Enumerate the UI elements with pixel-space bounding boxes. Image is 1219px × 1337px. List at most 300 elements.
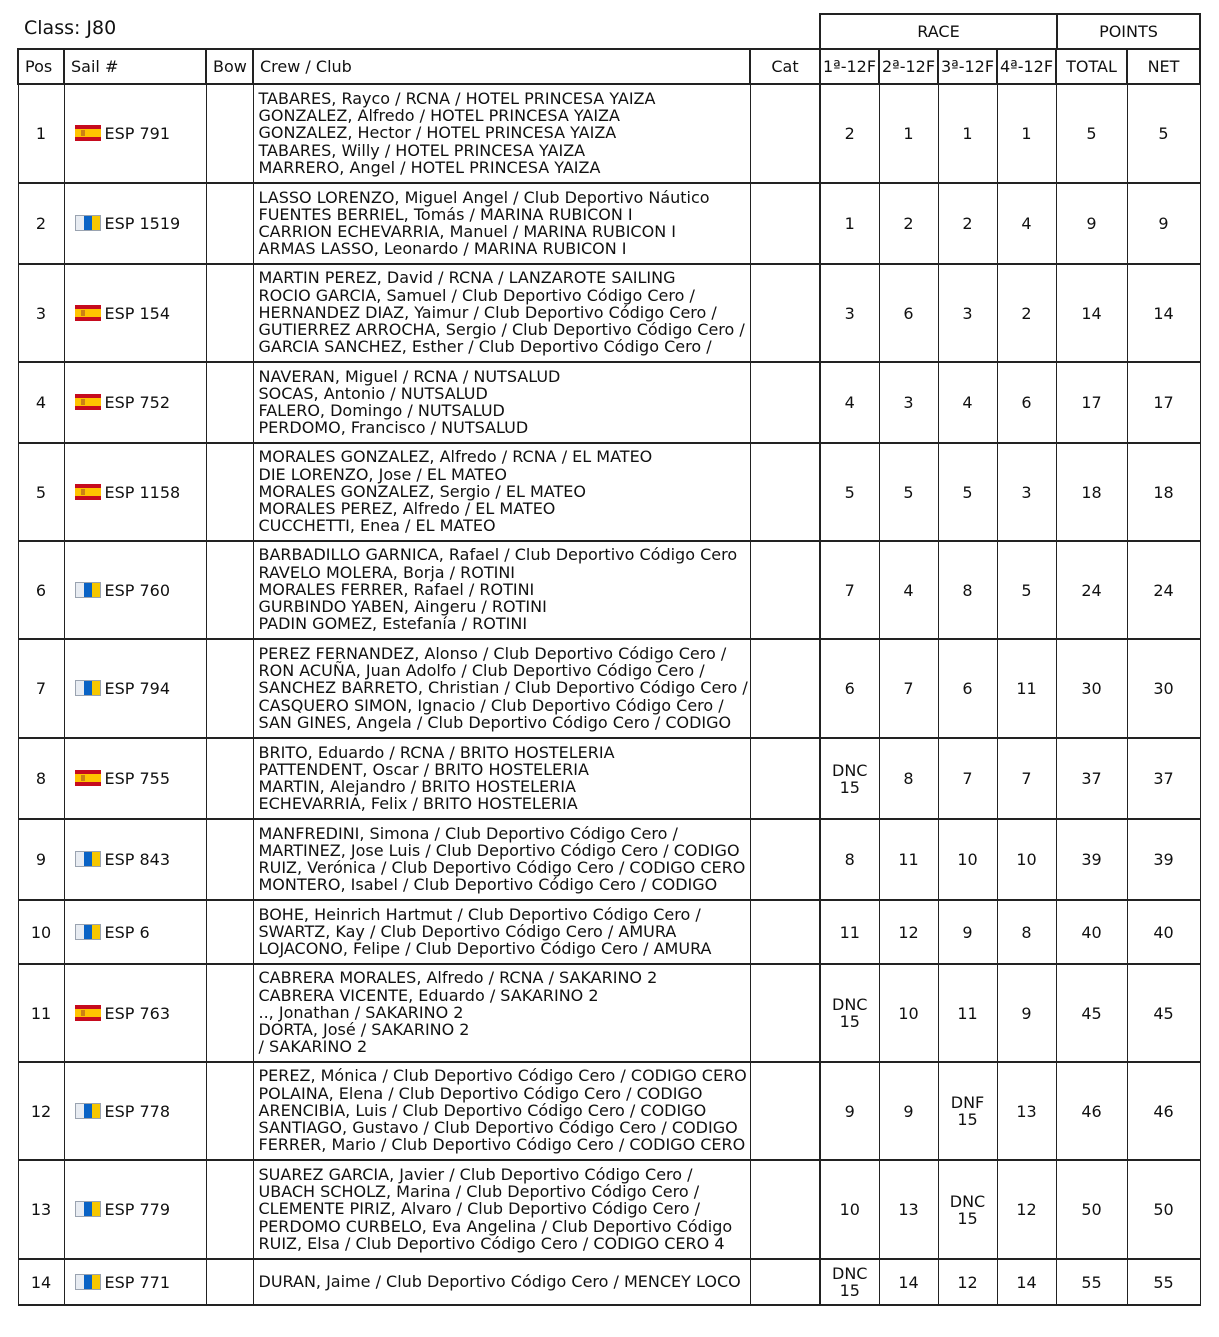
race-points: 2 bbox=[844, 124, 855, 143]
canarias-flag-icon bbox=[75, 1274, 101, 1290]
race-points: 11 bbox=[1016, 679, 1037, 698]
cat-cell bbox=[750, 443, 820, 541]
canarias-flag-icon bbox=[75, 1103, 101, 1119]
pos-cell: 12 bbox=[18, 1062, 64, 1160]
crew-member: ROCIO GARCIA, Samuel / Club Deportivo Código Cero / bbox=[258, 285, 695, 305]
net-cell: 24 bbox=[1127, 541, 1200, 639]
sail-cell bbox=[64, 819, 206, 900]
bow-cell bbox=[206, 738, 253, 819]
pos-cell: 1 bbox=[18, 84, 64, 183]
col-sail: Sail # bbox=[64, 49, 206, 84]
race-points: 6 bbox=[962, 679, 973, 698]
race-points: 5 bbox=[1021, 580, 1032, 600]
crew-member: PADIN GOMEZ, Estefanía / ROTINI bbox=[258, 614, 528, 634]
crew-cell bbox=[253, 541, 750, 639]
result-row bbox=[18, 541, 1200, 639]
race-1-score bbox=[820, 541, 879, 639]
bow-cell bbox=[206, 900, 253, 964]
bow-cell bbox=[206, 819, 253, 900]
sail-cell bbox=[64, 362, 206, 443]
canarias-flag-icon bbox=[75, 215, 101, 231]
bow-cell bbox=[206, 1259, 253, 1305]
crew-member: MARTIN, Alejandro / BRITO HOSTELERIA bbox=[258, 777, 576, 796]
sail-number: ESP 791 bbox=[104, 124, 171, 143]
cat-cell bbox=[750, 1160, 820, 1259]
sail-cell bbox=[64, 964, 206, 1062]
sail-number: ESP 752 bbox=[104, 393, 171, 412]
result-row bbox=[18, 1259, 1200, 1305]
crew-cell bbox=[253, 819, 750, 900]
col-bow: Bow bbox=[206, 49, 253, 84]
col-net: NET bbox=[1127, 49, 1200, 84]
race-points: 5 bbox=[903, 482, 914, 502]
result-row bbox=[18, 819, 1200, 900]
net-cell: 14 bbox=[1127, 264, 1200, 362]
race-points: 5 bbox=[844, 482, 855, 502]
net-cell: 18 bbox=[1127, 443, 1200, 541]
net-cell: 37 bbox=[1127, 738, 1200, 819]
race-points: 6 bbox=[1021, 393, 1032, 412]
crew-member: CUCCHETTI, Enea / EL MATEO bbox=[258, 516, 496, 536]
race-points: 10 bbox=[839, 1200, 860, 1219]
penalty-code: DNC bbox=[949, 1191, 986, 1211]
canarias-flag-icon bbox=[75, 851, 101, 867]
race-4-score bbox=[997, 183, 1056, 264]
crew-member: CABRERA MORALES, Alfredo / RCNA / SAKARINO 2 bbox=[258, 968, 658, 988]
sail-number: ESP 1519 bbox=[104, 214, 181, 233]
result-row bbox=[18, 964, 1200, 1062]
net-cell: 55 bbox=[1127, 1259, 1200, 1305]
sail-cell bbox=[64, 900, 206, 964]
col-pos: Pos bbox=[18, 49, 64, 84]
canarias-flag-icon bbox=[75, 680, 101, 696]
crew-member: FALERO, Domingo / NUTSALUD bbox=[258, 401, 505, 420]
header-row bbox=[18, 49, 1200, 84]
total-cell: 30 bbox=[1056, 639, 1127, 738]
sail-number: ESP 1158 bbox=[104, 482, 181, 502]
crew-member: POLAINA, Elena / Club Deportivo Código Cero / CODIGO bbox=[258, 1083, 703, 1103]
crew-cell bbox=[253, 1062, 750, 1160]
pos-cell: 6 bbox=[18, 541, 64, 639]
sail-number: ESP 794 bbox=[104, 679, 171, 698]
cat-cell bbox=[750, 639, 820, 738]
spain-flag-icon bbox=[75, 394, 101, 410]
pos-cell: 10 bbox=[18, 900, 64, 964]
sail-cell bbox=[64, 541, 206, 639]
col-crew: Crew / Club bbox=[253, 49, 750, 84]
bow-cell bbox=[206, 264, 253, 362]
race-points: 13 bbox=[898, 1200, 919, 1219]
race-points: 6 bbox=[844, 679, 855, 698]
race-points: 3 bbox=[962, 303, 973, 323]
bow-cell bbox=[206, 443, 253, 541]
race-2-score bbox=[879, 264, 938, 362]
total-cell: 45 bbox=[1056, 964, 1127, 1062]
race-points: 9 bbox=[844, 1101, 855, 1121]
race-points: 9 bbox=[1021, 1003, 1032, 1023]
race-3-score bbox=[938, 443, 997, 541]
crew-member: MARTIN PEREZ, David / RCNA / LANZAROTE SAILING bbox=[258, 268, 676, 288]
crew-cell bbox=[253, 738, 750, 819]
race-points: 13 bbox=[1016, 1101, 1037, 1121]
net-cell: 9 bbox=[1127, 183, 1200, 264]
result-row bbox=[18, 264, 1200, 362]
total-cell: 9 bbox=[1056, 183, 1127, 264]
result-row bbox=[18, 443, 1200, 541]
bow-cell bbox=[206, 84, 253, 183]
crew-member: PEREZ, Mónica / Club Deportivo Código Cero / CODIGO CERO bbox=[258, 1066, 747, 1086]
sail-number: ESP 771 bbox=[104, 1272, 171, 1292]
race-2-score bbox=[879, 639, 938, 738]
race-2-score bbox=[879, 819, 938, 900]
net-cell: 17 bbox=[1127, 362, 1200, 443]
net-cell: 39 bbox=[1127, 819, 1200, 900]
crew-member: ARMAS LASSO, Leonardo / MARINA RUBICON I bbox=[258, 239, 627, 259]
race-points: 1 bbox=[1021, 124, 1032, 143]
crew-member: TABARES, Willy / HOTEL PRINCESA YAIZA bbox=[258, 140, 586, 160]
crew-member: RAVELO MOLERA, Borja / ROTINI bbox=[258, 562, 516, 582]
total-cell: 24 bbox=[1056, 541, 1127, 639]
race-2-score bbox=[879, 900, 938, 964]
group-header bbox=[819, 13, 1201, 50]
race-2-score bbox=[879, 964, 938, 1062]
race-points: 15 bbox=[957, 1110, 978, 1129]
race-points: 2 bbox=[903, 214, 914, 233]
crew-member: PERDOMO, Francisco / NUTSALUD bbox=[258, 418, 529, 438]
race-points: 12 bbox=[898, 922, 919, 942]
spain-flag-icon bbox=[75, 305, 101, 321]
cat-cell bbox=[750, 900, 820, 964]
sail-number: ESP 843 bbox=[104, 850, 171, 869]
sail-cell bbox=[64, 84, 206, 183]
crew-member: UBACH SCHOLZ, Marina / Club Deportivo Código Cero / bbox=[258, 1182, 700, 1202]
bow-cell bbox=[206, 362, 253, 443]
race-points: 4 bbox=[844, 393, 855, 412]
race-4-score bbox=[997, 964, 1056, 1062]
net-cell: 46 bbox=[1127, 1062, 1200, 1160]
race-4-score bbox=[997, 900, 1056, 964]
race-2-score bbox=[879, 362, 938, 443]
penalty-code: DNF bbox=[950, 1093, 985, 1112]
cat-cell bbox=[750, 264, 820, 362]
crew-member: RUIZ, Elsa / Club Deportivo Código Cero / CODIGO CERO 4 bbox=[258, 1233, 725, 1253]
cat-cell bbox=[750, 541, 820, 639]
race-2-score bbox=[879, 541, 938, 639]
cat-cell bbox=[750, 84, 820, 183]
race-points: 2 bbox=[962, 214, 973, 233]
race-points: 15 bbox=[839, 777, 860, 797]
total-cell: 40 bbox=[1056, 900, 1127, 964]
col-total: TOTAL bbox=[1056, 49, 1127, 84]
race-points: 1 bbox=[903, 124, 914, 143]
sail-number: ESP 154 bbox=[104, 303, 171, 323]
col-cat: Cat bbox=[750, 49, 820, 84]
penalty-code: DNC bbox=[832, 1264, 868, 1283]
crew-member: GUTIERREZ ARROCHA, Sergio / Club Deportivo Código Cero / bbox=[258, 320, 745, 340]
class-title: Class: J80 bbox=[24, 17, 117, 39]
total-cell: 14 bbox=[1056, 264, 1127, 362]
crew-member: RUIZ, Verónica / Club Deportivo Código Cero / CODIGO CERO bbox=[258, 858, 746, 877]
crew-member: RON ACUÑA, Juan Adolfo / Club Deportivo Código Cero / bbox=[258, 661, 705, 681]
total-cell: 5 bbox=[1056, 84, 1127, 183]
crew-member: PATTENDENT, Oscar / BRITO HOSTELERIA bbox=[258, 759, 589, 779]
cat-cell bbox=[750, 819, 820, 900]
pos-cell: 9 bbox=[18, 819, 64, 900]
sail-number: ESP 760 bbox=[104, 580, 171, 600]
crew-member: FUENTES BERRIEL, Tomás / MARINA RUBICON I bbox=[258, 204, 633, 224]
pos-cell: 2 bbox=[18, 183, 64, 264]
race-points: 8 bbox=[844, 850, 855, 869]
race-3-score bbox=[938, 1160, 997, 1259]
spain-flag-icon bbox=[75, 770, 101, 786]
race-points: 10 bbox=[957, 850, 978, 869]
race-points: 11 bbox=[839, 922, 860, 942]
crew-member: ARENCIBIA, Luis / Club Deportivo Código Cero / CODIGO bbox=[258, 1100, 707, 1120]
result-row bbox=[18, 362, 1200, 443]
total-cell: 18 bbox=[1056, 443, 1127, 541]
pos-cell: 8 bbox=[18, 738, 64, 819]
crew-cell bbox=[253, 1160, 750, 1259]
race-points: 14 bbox=[1016, 1272, 1037, 1292]
crew-cell bbox=[253, 264, 750, 362]
race-3-score bbox=[938, 964, 997, 1062]
race-points: 4 bbox=[962, 393, 973, 412]
bow-cell bbox=[206, 1160, 253, 1259]
col-race-2: 2ª-12F bbox=[879, 49, 938, 84]
crew-cell bbox=[253, 183, 750, 264]
race-points: 9 bbox=[962, 922, 973, 942]
race-2-score bbox=[879, 183, 938, 264]
race-3-score bbox=[938, 183, 997, 264]
crew-member: FERRER, Mario / Club Deportivo Código Cero / CODIGO CERO bbox=[258, 1135, 746, 1155]
crew-member: SOCAS, Antonio / NUTSALUD bbox=[258, 383, 488, 403]
bow-cell bbox=[206, 1062, 253, 1160]
points-group-header: POINTS bbox=[1057, 14, 1200, 49]
race-2-score bbox=[879, 1062, 938, 1160]
crew-member: TABARES, Rayco / RCNA / HOTEL PRINCESA YAIZA bbox=[258, 88, 656, 108]
race-points: 7 bbox=[903, 679, 914, 698]
race-points: 7 bbox=[1021, 769, 1032, 788]
crew-member: GARCIA SANCHEZ, Esther / Club Deportivo Código Cero / bbox=[258, 337, 712, 357]
race-points: 9 bbox=[903, 1101, 914, 1121]
race-points: 12 bbox=[1016, 1200, 1037, 1219]
total-cell: 50 bbox=[1056, 1160, 1127, 1259]
race-1-score bbox=[820, 183, 879, 264]
race-points: 8 bbox=[1021, 922, 1032, 942]
crew-member: MORALES PEREZ, Alfredo / EL MATEO bbox=[258, 499, 556, 519]
sail-cell bbox=[64, 1259, 206, 1305]
spain-flag-icon bbox=[75, 1005, 101, 1021]
sail-number: ESP 778 bbox=[104, 1101, 171, 1121]
crew-member: NAVERAN, Miguel / RCNA / NUTSALUD bbox=[258, 366, 561, 386]
race-4-score bbox=[997, 738, 1056, 819]
crew-member: GONZALEZ, Hector / HOTEL PRINCESA YAIZA bbox=[258, 123, 617, 143]
race-points: 15 bbox=[957, 1208, 978, 1228]
result-row bbox=[18, 639, 1200, 738]
result-row bbox=[18, 84, 1200, 183]
race-2-score bbox=[879, 1160, 938, 1259]
crew-member: ECHEVARRIA, Felix / BRITO HOSTELERIA bbox=[258, 794, 578, 814]
net-cell: 30 bbox=[1127, 639, 1200, 738]
race-1-score bbox=[820, 84, 879, 183]
race-points: 8 bbox=[903, 769, 914, 788]
race-3-score bbox=[938, 362, 997, 443]
cat-cell bbox=[750, 362, 820, 443]
bow-cell bbox=[206, 964, 253, 1062]
race-points: 11 bbox=[957, 1003, 978, 1023]
pos-cell: 11 bbox=[18, 964, 64, 1062]
race-4-score bbox=[997, 819, 1056, 900]
crew-member: PERDOMO CURBELO, Eva Angelina / Club Deportivo Código bbox=[258, 1216, 733, 1236]
race-4-score bbox=[997, 362, 1056, 443]
col-race-3: 3ª-12F bbox=[938, 49, 997, 84]
race-points: 15 bbox=[839, 1012, 860, 1031]
crew-member: MORALES GONZALEZ, Sergio / EL MATEO bbox=[258, 481, 586, 501]
result-row bbox=[18, 1160, 1200, 1259]
race-points: 1 bbox=[844, 214, 855, 233]
race-1-score bbox=[820, 1062, 879, 1160]
sail-cell bbox=[64, 183, 206, 264]
results-table bbox=[17, 48, 1201, 1306]
crew-member: BOHE, Heinrich Hartmut / Club Deportivo Código Cero / bbox=[258, 904, 701, 924]
sail-cell bbox=[64, 1062, 206, 1160]
race-points: 6 bbox=[903, 303, 914, 323]
crew-cell bbox=[253, 964, 750, 1062]
crew-member: MORALES GONZALEZ, Alfredo / RCNA / EL MATEO bbox=[258, 447, 653, 467]
race-4-score bbox=[997, 264, 1056, 362]
crew-member: MARTINEZ, Jose Luis / Club Deportivo Código Cero / CODIGO bbox=[258, 840, 740, 860]
race-3-score bbox=[938, 84, 997, 183]
bow-cell bbox=[206, 541, 253, 639]
crew-member: LASSO LORENZO, Miguel Angel / Club Deportivo Náutico bbox=[258, 187, 710, 207]
sail-cell bbox=[64, 738, 206, 819]
canarias-flag-icon bbox=[75, 582, 101, 598]
sail-cell bbox=[64, 639, 206, 738]
race-points: 8 bbox=[962, 580, 973, 600]
sail-number: ESP 779 bbox=[104, 1200, 171, 1219]
cat-cell bbox=[750, 1062, 820, 1160]
pos-cell: 3 bbox=[18, 264, 64, 362]
race-points: 3 bbox=[903, 393, 914, 412]
crew-cell bbox=[253, 900, 750, 964]
race-1-score bbox=[820, 738, 879, 819]
crew-cell bbox=[253, 639, 750, 738]
result-row bbox=[18, 1062, 1200, 1160]
cat-cell bbox=[750, 964, 820, 1062]
total-cell: 55 bbox=[1056, 1259, 1127, 1305]
race-4-score bbox=[997, 639, 1056, 738]
crew-member: CLEMENTE PIRIZ, Alvaro / Club Deportivo Código Cero / bbox=[258, 1199, 700, 1219]
cat-cell bbox=[750, 183, 820, 264]
pos-cell: 4 bbox=[18, 362, 64, 443]
spain-flag-icon bbox=[75, 125, 101, 141]
race-points: 1 bbox=[962, 124, 973, 143]
race-4-score bbox=[997, 1160, 1056, 1259]
sail-number: ESP 763 bbox=[104, 1003, 171, 1023]
sail-cell bbox=[64, 264, 206, 362]
pos-cell: 13 bbox=[18, 1160, 64, 1259]
race-4-score bbox=[997, 1062, 1056, 1160]
canarias-flag-icon bbox=[75, 1201, 101, 1217]
crew-member: SUAREZ GARCIA, Javier / Club Deportivo Código Cero / bbox=[258, 1164, 693, 1184]
crew-cell bbox=[253, 1259, 750, 1305]
race-2-score bbox=[879, 1259, 938, 1305]
crew-member: MANFREDINI, Simona / Club Deportivo Código Cero / bbox=[258, 823, 678, 843]
col-race-1: 1ª-12F bbox=[820, 49, 879, 84]
race-1-score bbox=[820, 362, 879, 443]
result-row bbox=[18, 183, 1200, 264]
crew-member: SANCHEZ BARRETO, Christian / Club Deportivo Código Cero / bbox=[258, 678, 748, 698]
crew-member: SAN GINES, Angela / Club Deportivo Código Cero / CODIGO bbox=[258, 712, 732, 732]
pos-cell: 14 bbox=[18, 1259, 64, 1305]
crew-member: DURAN, Jaime / Club Deportivo Código Cero / MENCEY LOCO bbox=[258, 1271, 741, 1291]
race-points: 12 bbox=[957, 1272, 978, 1292]
results-body bbox=[18, 84, 1200, 1305]
crew-member: GONZALEZ, Alfredo / HOTEL PRINCESA YAIZA bbox=[258, 106, 620, 126]
race-1-score bbox=[820, 639, 879, 738]
race-points: 2 bbox=[1021, 303, 1032, 323]
race-2-score bbox=[879, 84, 938, 183]
race-3-score bbox=[938, 541, 997, 639]
race-1-score bbox=[820, 264, 879, 362]
crew-member: CASQUERO SIMON, Ignacio / Club Deportivo Código Cero / bbox=[258, 695, 724, 715]
result-row bbox=[18, 738, 1200, 819]
net-cell: 45 bbox=[1127, 964, 1200, 1062]
race-1-score bbox=[820, 443, 879, 541]
race-1-score bbox=[820, 819, 879, 900]
race-points: 14 bbox=[898, 1272, 919, 1292]
race-points: 4 bbox=[903, 580, 914, 600]
crew-cell bbox=[253, 84, 750, 183]
race-3-score bbox=[938, 639, 997, 738]
result-row bbox=[18, 900, 1200, 964]
crew-member: HERNANDEZ DIAZ, Yaimur / Club Deportivo Código Cero / bbox=[258, 302, 717, 322]
race-points: 5 bbox=[962, 482, 973, 502]
race-points: 4 bbox=[1021, 214, 1032, 233]
race-points: 3 bbox=[1021, 482, 1032, 502]
col-race-4: 4ª-12F bbox=[997, 49, 1056, 84]
sail-number: ESP 6 bbox=[104, 922, 150, 942]
net-cell: 5 bbox=[1127, 84, 1200, 183]
race-2-score bbox=[879, 443, 938, 541]
bow-cell bbox=[206, 183, 253, 264]
race-2-score bbox=[879, 738, 938, 819]
crew-member: .., Jonathan / SAKARINO 2 bbox=[258, 1002, 464, 1022]
race-3-score bbox=[938, 1259, 997, 1305]
net-cell: 50 bbox=[1127, 1160, 1200, 1259]
race-points: 7 bbox=[844, 580, 855, 600]
crew-member: MARRERO, Angel / HOTEL PRINCESA YAIZA bbox=[258, 157, 601, 177]
race-1-score bbox=[820, 1160, 879, 1259]
canarias-flag-icon bbox=[75, 924, 101, 940]
race-1-score bbox=[820, 900, 879, 964]
total-cell: 46 bbox=[1056, 1062, 1127, 1160]
race-3-score bbox=[938, 738, 997, 819]
cat-cell bbox=[750, 738, 820, 819]
net-cell: 40 bbox=[1127, 900, 1200, 964]
penalty-code: DNC bbox=[832, 760, 868, 780]
crew-member: DORTA, José / SAKARINO 2 bbox=[258, 1020, 470, 1040]
total-cell: 39 bbox=[1056, 819, 1127, 900]
crew-member: / SAKARINO 2 bbox=[258, 1037, 368, 1057]
crew-member: DIE LORENZO, Jose / EL MATEO bbox=[258, 464, 507, 484]
race-4-score bbox=[997, 1259, 1056, 1305]
crew-member: MONTERO, Isabel / Club Deportivo Código Cero / CODIGO bbox=[258, 875, 718, 895]
crew-member: LOJACONO, Felipe / Club Deportivo Código Cero / AMURA bbox=[258, 939, 712, 959]
crew-member: PEREZ FERNANDEZ, Alonso / Club Deportivo Código Cero / bbox=[258, 643, 727, 663]
penalty-code: DNC bbox=[832, 995, 868, 1014]
race-points: 7 bbox=[962, 769, 973, 788]
